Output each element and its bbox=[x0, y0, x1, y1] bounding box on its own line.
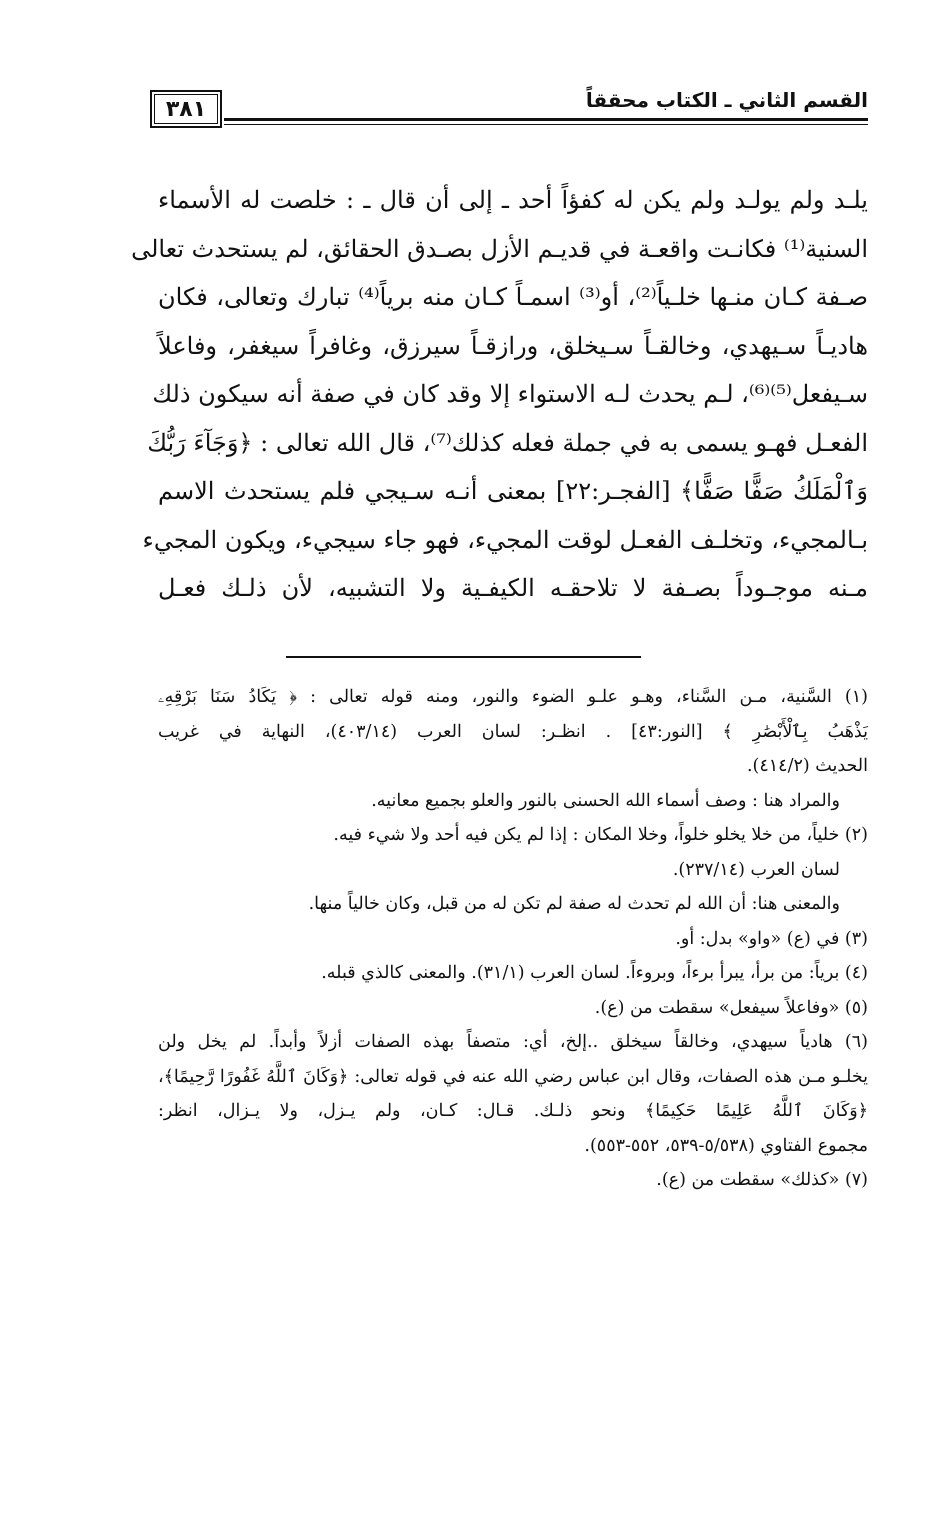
footnote-line: والمراد هنا : وصف أسماء الله الحسنى بالنور والعلو بجميع معانيه. bbox=[371, 790, 840, 811]
footnotes bbox=[158, 680, 868, 1198]
footnote-5 bbox=[158, 991, 868, 1026]
text-line: مـنه موجـوداً بصـفة لا تلاحقـه الكيفـية ولا التشبيه، لأن ذلـك فعـل bbox=[158, 574, 868, 602]
text-line: الفعـل فهـو يسمى به في جملة فعله كذلك⁽⁷⁾، قال الله تعالى : ﴿وَجَآءَ رَبُّكَ bbox=[147, 428, 868, 457]
footnote-line: (٣) في (ع) «واو» بدل: أو. bbox=[675, 928, 868, 949]
footnote-line: ﴿وَكَانَ ٱللَّهُ عَلِيمًا حَكِيمًا﴾ ونحو ذلـك. قـال: كـان، ولم يـزل، ولا يـزال، انظر: bbox=[158, 1101, 868, 1121]
footnote-7 bbox=[158, 1163, 868, 1198]
footnote-line: الحديث (٤١٤/٢). bbox=[746, 756, 868, 776]
text-line: السنية⁽¹⁾ فكانـت واقعـة في قديـم الأزل بصـدق الحقائق، لم يستحدث تعالى bbox=[131, 234, 868, 263]
main-text bbox=[131, 176, 869, 613]
header-rule-thin bbox=[224, 124, 868, 125]
footnote-line: (٤) برياً: من برأ، يبرأ برءاً، وبروءاً. لسان العرب (٣١/١). والمعنى كالذي قبله. bbox=[321, 963, 868, 983]
footnote-4 bbox=[158, 956, 868, 991]
text-line: يلـد ولم يولـد ولم يكن له كفؤاً أحد ـ إلى أن قال ـ : خلصت له الأسماء bbox=[158, 186, 868, 214]
footnote-line: (١) السَّنية، مـن السَّناء، وهـو علـو الضوء والنور، ومنه قوله تعالى : ﴿ يَكَادُ سَنَا بَرْقِهِۦ bbox=[158, 687, 868, 707]
footnote-1-note bbox=[158, 784, 868, 819]
text-line: وَٱلْمَلَكُ صَفًّا صَفًّا﴾ [الفجـر:٢٢] بمعنى أنـه سـيجي فلم يستحدث الاسم bbox=[158, 477, 868, 505]
footnote-1 bbox=[158, 680, 868, 784]
text-line: صـفة كـان منـها خلـياً⁽²⁾، أو⁽³⁾ اسمـاً كـان منه برياً⁽⁴⁾ تبارك وتعالى، فكان bbox=[158, 283, 869, 311]
footnote-line: (٢) خلياً، من خلا يخلو خلواً، وخلا المكان : إذا لم يكن فيه أحد ولا شيء فيه. bbox=[333, 825, 868, 845]
footnote-2-meaning bbox=[158, 887, 868, 922]
footnote-line: مجموع الفتاوي (٥/٥٣٨-٥٣٩، ٥٥٢-٥٥٣). bbox=[584, 1135, 868, 1156]
page-header bbox=[150, 88, 868, 128]
footnote-line: والمعنى هنا: أن الله لم تحدث له صفة لم تكن له من قبل، وكان خالياً منها. bbox=[308, 894, 840, 914]
footnote-2-source bbox=[158, 853, 868, 888]
main-paragraph bbox=[131, 176, 869, 613]
header-rule-thick bbox=[224, 118, 868, 121]
footnote-2 bbox=[158, 818, 868, 853]
footnote-line: (٥) «وفاعلاً سيفعل» سقطت من (ع). bbox=[594, 997, 868, 1018]
text-line: سـيفعل⁽⁵⁾⁽⁶⁾، لـم يحدث لـه الاستواء إلا وقد كان في صفة أنه سيكون ذلك bbox=[152, 380, 868, 408]
running-title: القسم الثاني ـ الكتاب محققاً bbox=[585, 88, 868, 112]
text-line: هاديـاً سـيهدي، وخالقـاً سـيخلق، ورازقـاً سيرزق، وغافراً سيغفر، وفاعلاً bbox=[158, 331, 868, 360]
footnote-6 bbox=[158, 1025, 868, 1163]
footnote-line: (٦) هادياً سيهدي، وخالقاً سيخلق ..إلخ، أي: متصفاً بهذه الصفات أزلاً وأبداً. لم يخل ولن bbox=[158, 1032, 868, 1052]
footnote-line: يخلـو مـن هذه الصفات، وقال ابن عباس رضي الله عنه في قوله تعالى: ﴿وَكَانَ ٱللَّهُ غَفُورًا رَّحِيمًا﴾، bbox=[158, 1066, 868, 1087]
text-line: بـالمجيء، وتخلـف الفعـل لوقت المجيء، فهو جاء سيجيء، ويكون المجيء bbox=[142, 525, 868, 554]
footnote-line: (٧) «كذلك» سقطت من (ع). bbox=[656, 1170, 868, 1190]
footnote-3 bbox=[158, 922, 868, 957]
footnote-line: لسان العرب (٢٣٧/١٤). bbox=[672, 859, 840, 880]
footnote-separator bbox=[286, 656, 641, 658]
page-number: ٣٨١ bbox=[150, 90, 222, 128]
footnote-line: يَذْهَبُ بِٱلْأَبْصَٰرِ ﴾ [النور:٤٣] . انظـر: لسان العرب (٤٠٣/١٤)، النهاية في غريب bbox=[158, 721, 868, 742]
